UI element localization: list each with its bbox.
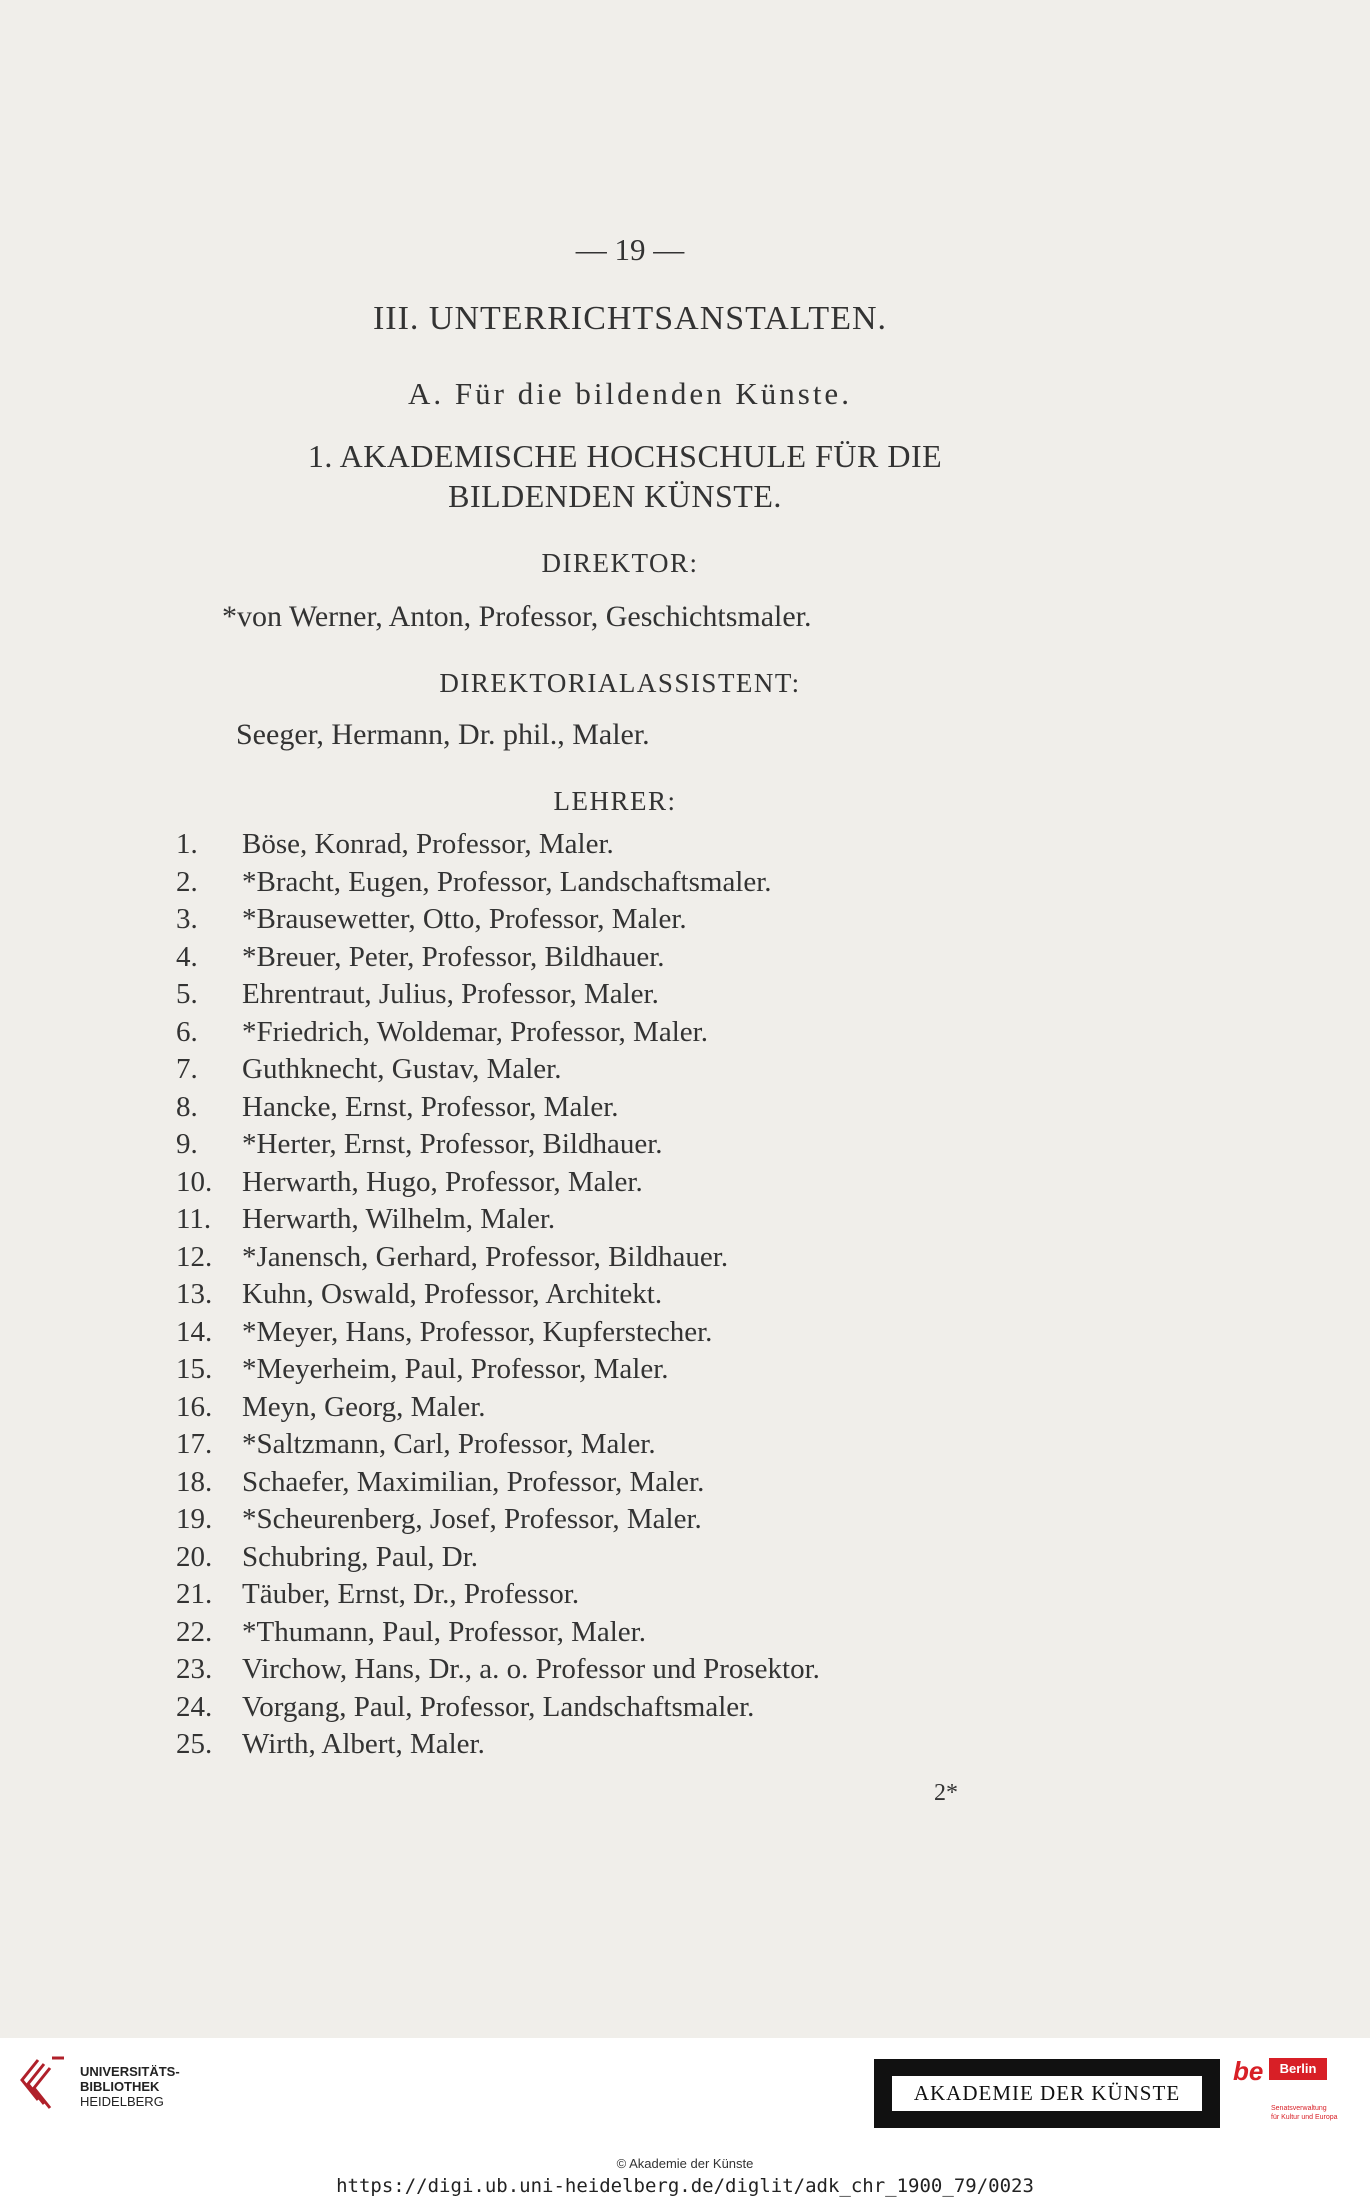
lehrer-number: 14.: [176, 1315, 213, 1348]
lehrer-name: *Bracht, Eugen, Professor, Landschaftsmaler.: [242, 865, 772, 898]
lehrer-item: [176, 1501, 820, 1539]
lehrer-name: *Brausewetter, Otto, Professor, Maler.: [242, 903, 687, 935]
be-sub-line2: für Kultur und Europa: [1271, 2114, 1338, 2121]
lehrer-item: [176, 1539, 820, 1577]
lehrer-item: [176, 1239, 820, 1277]
lehrer-name: Meyn, Georg, Maler.: [242, 1390, 486, 1423]
be-berlin-logo[interactable]: [1233, 2056, 1353, 2132]
adk-logo[interactable]: [874, 2059, 1220, 2128]
ub-line2: BIBLIOTHEK: [80, 2079, 160, 2094]
footer: [0, 2038, 1370, 2207]
lehrer-name: Täuber, Ernst, Dr., Professor.: [242, 1578, 580, 1610]
lehrer-name: Schaefer, Maximilian, Professor, Maler.: [242, 1465, 705, 1498]
signature-mark: 2*: [934, 1780, 958, 1806]
lehrer-name: Herwarth, Wilhelm, Maler.: [242, 1203, 556, 1235]
lehrer-name: Guthknecht, Gustav, Maler.: [242, 1053, 562, 1085]
lehrer-name: Schubring, Paul, Dr.: [242, 1540, 479, 1573]
direktor-entry: *von Werner, Anton, Professor, Geschichtsmaler.: [222, 600, 812, 633]
lehrer-item: [176, 976, 820, 1014]
lehrer-name: *Breuer, Peter, Professor, Bildhauer.: [242, 940, 665, 973]
lehrer-item: [176, 1689, 820, 1727]
lehrer-name: Herwarth, Hugo, Professor, Maler.: [242, 1165, 643, 1198]
lehrer-number: 23.: [176, 1653, 213, 1685]
assistent-entry: Seeger, Hermann, Dr. phil., Maler.: [236, 718, 650, 751]
lehrer-item: [176, 1014, 820, 1052]
lehrer-number: 12.: [176, 1240, 213, 1273]
lehrer-item: [176, 1089, 820, 1127]
lehrer-number: 8.: [176, 1090, 198, 1123]
lehrer-name: Virchow, Hans, Dr., a. o. Professor und Prosektor.: [242, 1653, 820, 1685]
lehrer-number: 1.: [176, 828, 198, 860]
be-berlin-badge: Berlin: [1269, 2058, 1327, 2080]
lehrer-item: [176, 1126, 820, 1164]
lehrer-name: *Scheurenberg, Josef, Professor, Maler.: [242, 1503, 702, 1535]
lehrer-item: [176, 1426, 820, 1464]
ub-heidelberg-text[interactable]: [80, 2064, 180, 2109]
page-number: — 19 —: [575, 232, 685, 267]
lehrer-name: Kuhn, Oswald, Professor, Architekt.: [242, 1278, 663, 1310]
lehrer-number: 25.: [176, 1728, 213, 1760]
lehrer-number: 16.: [176, 1390, 213, 1423]
lehrer-name: *Meyer, Hans, Professor, Kupferstecher.: [242, 1315, 713, 1348]
lehrer-item: [176, 1276, 820, 1314]
lehrer-item: [176, 1464, 820, 1502]
lehrer-item: [176, 1351, 820, 1389]
lehrer-number: 17.: [176, 1428, 213, 1460]
lehrer-number: 19.: [176, 1503, 213, 1535]
lehrer-number: 3.: [176, 903, 198, 935]
source-url-link[interactable]: https://digi.ub.uni-heidelberg.de/diglit/adk_chr_1900_79/0023: [336, 2175, 1034, 2197]
lehrer-number: 22.: [176, 1615, 213, 1648]
lehrer-name: *Herter, Ernst, Professor, Bildhauer.: [242, 1128, 663, 1160]
lehrer-name: Ehrentraut, Julius, Professor, Maler.: [242, 978, 659, 1010]
lehrer-name: *Friedrich, Woldemar, Professor, Maler.: [242, 1015, 708, 1048]
lehrer-item: [176, 1201, 820, 1239]
ub-line1: UNIVERSITÄTS-: [80, 2064, 180, 2079]
lehrer-item: [176, 826, 820, 864]
lehrer-name: Wirth, Albert, Maler.: [242, 1728, 485, 1760]
lehrer-number: 7.: [176, 1053, 198, 1085]
lehrer-name: Vorgang, Paul, Professor, Landschaftsmaler.: [242, 1690, 755, 1723]
lehrer-number: 11.: [176, 1203, 212, 1235]
lehrer-name: *Thumann, Paul, Professor, Maler.: [242, 1615, 646, 1648]
lehrer-item: [176, 939, 820, 977]
lehrer-number: 4.: [176, 940, 198, 973]
lehrer-number: 18.: [176, 1465, 213, 1498]
lehrer-item: [176, 864, 820, 902]
section-title: III. UNTERRICHTSANSTALTEN.: [372, 300, 888, 337]
lehrer-item: [176, 1314, 820, 1352]
lehrer-item: [176, 1164, 820, 1202]
be-sub-line1: Senatsverwaltung: [1271, 2105, 1327, 2112]
lehrer-number: 15.: [176, 1353, 213, 1385]
lehrer-number: 21.: [176, 1578, 213, 1610]
assistent-label: DIREKTORIALASSISTENT:: [439, 668, 801, 698]
lehrer-name: *Meyerheim, Paul, Professor, Maler.: [242, 1353, 669, 1385]
lehrer-name: *Saltzmann, Carl, Professor, Maler.: [242, 1428, 656, 1460]
ub-heidelberg-logo-icon[interactable]: [14, 2054, 66, 2112]
lehrer-number: 5.: [176, 978, 198, 1010]
subsection-title: A. Für die bildenden Künste.: [408, 376, 852, 411]
lehrer-number: 2.: [176, 865, 198, 898]
lehrer-number: 20.: [176, 1540, 213, 1573]
lehrer-name: *Janensch, Gerhard, Professor, Bildhauer.: [242, 1240, 729, 1273]
lehrer-item: [176, 1614, 820, 1652]
lehrer-item: [176, 1651, 820, 1689]
lehrer-number: 10.: [176, 1165, 213, 1198]
lehrer-item: [176, 901, 820, 939]
lehrer-name: Böse, Konrad, Professor, Maler.: [242, 828, 614, 860]
direktor-label: DIREKTOR:: [541, 548, 699, 578]
lehrer-item: [176, 1389, 820, 1427]
lehrer-list: [176, 826, 820, 1764]
adk-logo-text: AKADEMIE DER KÜNSTE: [892, 2076, 1202, 2111]
lehrer-item: [176, 1576, 820, 1614]
lehrer-label: LEHRER:: [553, 786, 677, 816]
ub-line3: HEIDELBERG: [80, 2094, 164, 2109]
be-logo-word: be: [1233, 2056, 1264, 2086]
institution-title-line1: 1. AKADEMISCHE HOCHSCHULE FÜR DIE: [307, 438, 943, 474]
be-senat-text: [1271, 2104, 1338, 2122]
lehrer-item: [176, 1726, 820, 1764]
lehrer-number: 13.: [176, 1278, 213, 1310]
lehrer-name: Hancke, Ernst, Professor, Maler.: [242, 1090, 619, 1123]
copyright-notice: © Akademie der Künste: [616, 2156, 754, 2171]
lehrer-number: 24.: [176, 1690, 213, 1723]
lehrer-number: 6.: [176, 1015, 198, 1048]
lehrer-number: 9.: [176, 1128, 198, 1160]
lehrer-item: [176, 1051, 820, 1089]
institution-title-line2: BILDENDEN KÜNSTE.: [448, 478, 782, 514]
